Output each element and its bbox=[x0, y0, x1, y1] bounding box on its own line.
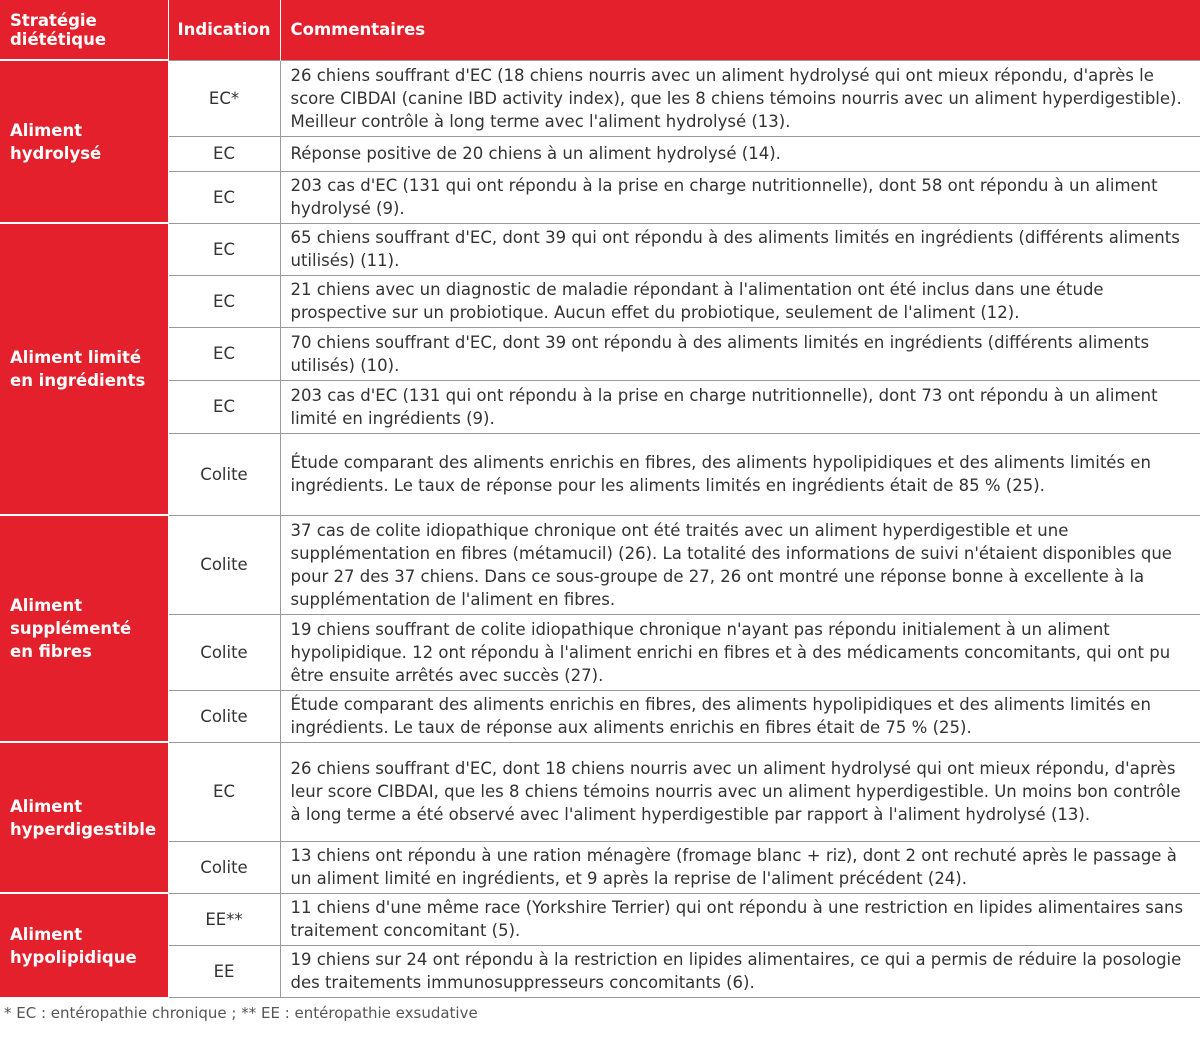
table-row bbox=[0, 945, 1200, 997]
strategy-cell: Aliment hyperdigestible bbox=[0, 742, 168, 893]
comment-cell: 37 cas de colite idiopathique chronique ont été traités avec un aliment hyperdigestible et une supplémentation en fibres (métamucil) (26). La totalité des informations de suivi n'étaient disponibles que pour 27 des 37 chiens. Dans ce sous-groupe de 27, 26 ont montré une réponse bonne à excellente à la supplémentation de l'aliment en fibres. bbox=[280, 515, 1200, 614]
comment-cell: 26 chiens souffrant d'EC (18 chiens nourris avec un aliment hydrolysé qui ont mieux répondu, d'après le score CIBDAI (canine IBD activity index), que les 8 chiens témoins nourris avec un aliment hyperdigestible). Meilleur contrôle à long terme avec l'aliment hydrolysé (13). bbox=[280, 60, 1200, 136]
indication-cell: Colite bbox=[168, 690, 280, 742]
indication-cell: Colite bbox=[168, 433, 280, 515]
comment-cell: Étude comparant des aliments enrichis en fibres, des aliments hypolipidiques et des aliments limités en ingrédients. Le taux de réponse pour les aliments limités en ingrédients était de 85 % (25). bbox=[280, 433, 1200, 515]
indication-cell: EC* bbox=[168, 60, 280, 136]
comment-cell: 70 chiens souffrant d'EC, dont 39 ont répondu à des aliments limités en ingrédients (différents aliments utilisés) (10). bbox=[280, 327, 1200, 380]
comment-cell: 203 cas d'EC (131 qui ont répondu à la prise en charge nutritionnelle), dont 58 ont répondu à un aliment hydrolysé (9). bbox=[280, 171, 1200, 223]
indication-cell: EC bbox=[168, 275, 280, 327]
indication-cell: Colite bbox=[168, 614, 280, 690]
comment-cell: Réponse positive de 20 chiens à un aliment hydrolysé (14). bbox=[280, 136, 1200, 171]
indication-cell: Colite bbox=[168, 515, 280, 614]
indication-cell: EC bbox=[168, 171, 280, 223]
comment-cell: 65 chiens souffrant d'EC, dont 39 qui ont répondu à des aliments limités en ingrédients (différents aliments utilisés) (11). bbox=[280, 223, 1200, 275]
table-row bbox=[0, 742, 1200, 841]
table-row bbox=[0, 690, 1200, 742]
strategy-cell: Aliment supplémenté en fibres bbox=[0, 515, 168, 742]
table-row bbox=[0, 433, 1200, 515]
comment-cell: 19 chiens souffrant de colite idiopathique chronique n'ayant pas répondu initialement à un aliment hypolipidique. 12 ont répondu à l'aliment enrichi en fibres et à des médicaments concomitants, qui ont pu être ensuite arrêtés avec succès (27). bbox=[280, 614, 1200, 690]
comment-cell: 26 chiens souffrant d'EC, dont 18 chiens nourris avec un aliment hydrolysé qui ont mieux répondu, d'après leur score CIBDAI, que les 8 chiens témoins nourris avec un aliment hyperdigestible. Un moins bon contrôle à long terme a été observé avec l'aliment hyperdigestible par rapport à l'aliment hydrolysé (13). bbox=[280, 742, 1200, 841]
table-row bbox=[0, 275, 1200, 327]
table-row bbox=[0, 893, 1200, 945]
indication-cell: EC bbox=[168, 327, 280, 380]
comment-cell: Étude comparant des aliments enrichis en fibres, des aliments hypolipidiques et des aliments limités en ingrédients. Le taux de réponse aux aliments enrichis en fibres était de 75 % (25). bbox=[280, 690, 1200, 742]
footnote: * EC : entéropathie chronique ; ** EE : entéropathie exsudative bbox=[4, 1004, 478, 1022]
table-row bbox=[0, 380, 1200, 433]
table-row bbox=[0, 327, 1200, 380]
strategy-cell: Aliment limité en ingrédients bbox=[0, 223, 168, 515]
comment-cell: 19 chiens sur 24 ont répondu à la restriction en lipides alimentaires, ce qui a permis de réduire la posologie des traitements immunosuppresseurs concomitants (6). bbox=[280, 945, 1200, 997]
indication-cell: EC bbox=[168, 223, 280, 275]
comment-cell: 13 chiens ont répondu à une ration ménagère (fromage blanc + riz), dont 2 ont rechuté après le passage à un aliment limité en ingrédients, et 9 après la reprise de l'aliment précédent (24). bbox=[280, 841, 1200, 893]
strategy-cell: Aliment hydrolysé bbox=[0, 60, 168, 223]
table-row bbox=[0, 171, 1200, 223]
header-comments: Commentaires bbox=[280, 0, 1200, 60]
comment-cell: 11 chiens d'une même race (Yorkshire Terrier) qui ont répondu à une restriction en lipides alimentaires sans traitement concomitant (5). bbox=[280, 893, 1200, 945]
table-row bbox=[0, 515, 1200, 614]
table-row bbox=[0, 136, 1200, 171]
strategy-cell: Aliment hypolipidique bbox=[0, 893, 168, 997]
comment-cell: 203 cas d'EC (131 qui ont répondu à la prise en charge nutritionnelle), dont 73 ont répondu à un aliment limité en ingrédients (9). bbox=[280, 380, 1200, 433]
indication-cell: EC bbox=[168, 136, 280, 171]
comment-cell: 21 chiens avec un diagnostic de maladie répondant à l'alimentation ont été inclus dans une étude prospective sur un probiotique. Aucun effet du probiotique, seulement de l'aliment (12). bbox=[280, 275, 1200, 327]
indication-cell: EE bbox=[168, 945, 280, 997]
header-strategy: Stratégie diététique bbox=[0, 0, 168, 60]
table-row bbox=[0, 223, 1200, 275]
table-header-row bbox=[0, 0, 1200, 60]
table-row bbox=[0, 60, 1200, 136]
table-row bbox=[0, 614, 1200, 690]
header-indication: Indication bbox=[168, 0, 280, 60]
indication-cell: EC bbox=[168, 380, 280, 433]
table-row bbox=[0, 841, 1200, 893]
indication-cell: Colite bbox=[168, 841, 280, 893]
indication-cell: EC bbox=[168, 742, 280, 841]
indication-cell: EE** bbox=[168, 893, 280, 945]
